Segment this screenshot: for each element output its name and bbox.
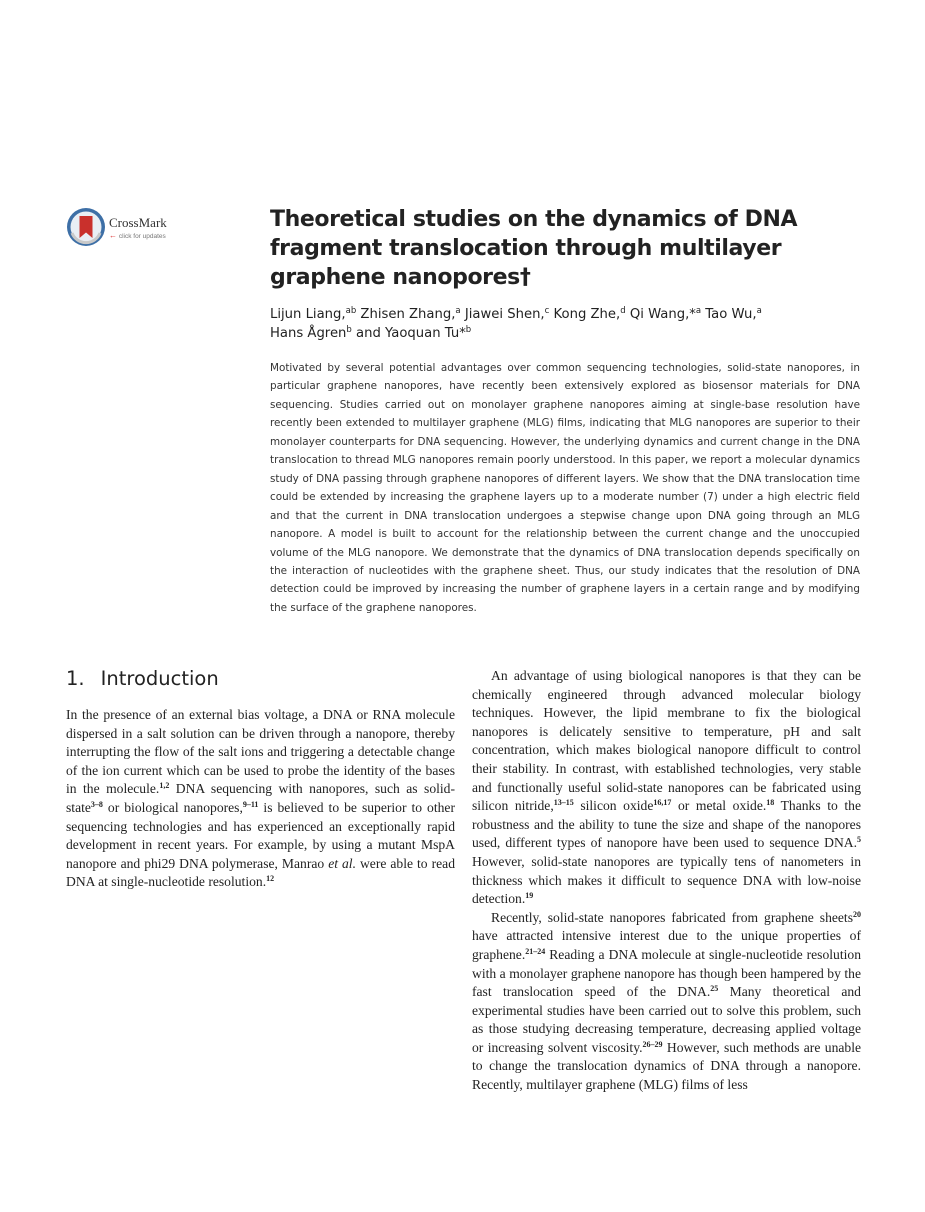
crossmark-subtitle — [109, 231, 166, 240]
author-name: Tao Wu, — [705, 307, 757, 322]
author-list — [270, 305, 870, 343]
affiliation-mark: c — [544, 306, 550, 316]
affiliation-mark: b — [465, 325, 472, 335]
paragraph — [66, 706, 455, 892]
citation[interactable]: 16,17 — [653, 798, 672, 808]
author-name: Lijun Liang, — [270, 307, 346, 322]
citation[interactable]: 21–24 — [525, 946, 546, 956]
affiliation-mark: b — [346, 325, 352, 335]
author-name: Hans Ågren — [270, 326, 347, 341]
crossmark-icon — [66, 207, 106, 247]
text-run: Reading a DNA molecule at single-nucleotide resolution with a monolayer graphene nanopore has though been hampered by the fast translocation speed of the DNA. — [472, 946, 861, 1000]
crossmark-badge[interactable] — [66, 207, 196, 249]
crossmark-subtitle-text: click for updates — [118, 233, 166, 240]
paragraph — [472, 909, 861, 1095]
citation[interactable]: 1,2 — [159, 781, 170, 791]
citation[interactable]: 9–11 — [242, 799, 259, 809]
citation[interactable]: 13–15 — [553, 798, 574, 808]
author-name: Kong Zhe, — [553, 307, 621, 322]
section-heading — [66, 667, 219, 690]
author-name: Qi Wang,* — [629, 307, 696, 322]
text-run: An advantage of using biological nanopores is that they can be chemically engineered through advanced molecular biology techniques. However, the lipid membrane to fix the biological nanopores is delicately sensitive to temperature, pH and salt concentration, which makes biological nanopore difficult to control their stability. In contrast, with established technologies, very stable and functionally useful solid-state nanopores can be fabricated using silicon nitride, — [472, 668, 861, 814]
citation[interactable]: 18 — [766, 798, 775, 808]
text-run: However, solid-state nanopores are typically tens of nanometers in thickness which makes it difficult to sequence DNA with low-noise detection. — [472, 853, 861, 907]
affiliation-mark: a — [455, 306, 461, 316]
text-run: Many theoretical and experimental studies have been carried out to solve this problem, such as those studying decreasing temperature, decreasing applied voltage or increasing solvent viscosity. — [472, 984, 861, 1055]
text-run: In the presence of an external bias voltage, a DNA or RNA molecule dispersed in a salt solution can be driven through a nanopore, thereby interrupting the flow of the salt ions and triggering a detectable change of the ion current which can be used to probe the identity of the bases in the molecule. — [66, 707, 455, 797]
text-run: have attracted intensive interest due to the unique properties of graphene. — [472, 928, 861, 962]
author-name: and Yaoquan Tu* — [356, 326, 466, 341]
citation[interactable]: 19 — [525, 891, 534, 901]
crossmark-title: CrossMark — [109, 215, 167, 230]
text-run: or biological nanopores, — [102, 799, 243, 815]
text-run: Recently, solid-state nanopores fabricated from graphene sheets — [491, 909, 853, 925]
body-column-left — [66, 706, 455, 892]
section-title: Introduction — [100, 667, 219, 690]
citation[interactable]: 26–29 — [642, 1039, 663, 1049]
affiliation-mark: ab — [345, 306, 357, 316]
author-name: Zhisen Zhang, — [360, 307, 456, 322]
citation[interactable]: 5 — [857, 835, 861, 845]
paragraph — [472, 667, 861, 909]
text-run: However, such methods are unable to change the translocation dynamics of DNA through a nanopore. Recently, multilayer graphene (MLG) films of less — [472, 1039, 862, 1093]
citation[interactable]: 25 — [710, 984, 719, 994]
arrow-left-icon: ← — [109, 231, 117, 240]
section-number: 1. — [66, 667, 85, 690]
affiliation-mark: a — [756, 306, 762, 316]
abstract: Motivated by several potential advantages over common sequencing technologies, solid-state nanopores, in particular graphene nanopores, have recently been extensively explored as biosensor materials for DNA sequencing. Studies carried out on monolayer graphene nanopores aiming at single-base resolution have recently been extended to multilayer graphene (MLG) films, indicating that MLG nanopores are superior to their monolayer counterparts for DNA sequencing. However, the underlying dynamics and current change in the DNA translocation to thread MLG nanopores remain poorly understood. In this paper, we report a molecular dynamics study of DNA passing through graphene nanopores of different layers. We show that the DNA translocation time could be extended by increasing the graphene layers up to a moderate number (7) under a high electric field and that the current in DNA translocation undergoes a stepwise change upon DNA going through an MLG nanopore. A model is built to account for the relationship between the current change and the unoccupied volume of the MLG nanopore. We demonstrate that the dynamics of DNA translocation depends specifically on the interaction of nucleotides with the graphene sheet. Thus, our study indicates that the resolution of DNA detection could be improved by increasing the number of graphene layers in a certain range and by modifying the surface of the graphene nanopores. — [270, 362, 860, 614]
affiliation-mark: a — [695, 306, 702, 316]
text-run: silicon oxide — [573, 798, 654, 814]
text-run-italic: et al. — [328, 855, 356, 871]
text-run: is believed to be superior to other sequencing technologies and has experienced an exceptionally rapid development in recent years. For example, by using a mutant MspA nanopore and phi29 DNA polymerase, Manrao — [66, 799, 455, 871]
affiliation-mark: d — [620, 306, 626, 316]
citation[interactable]: 3–8 — [90, 799, 103, 809]
text-run: were able to read DNA at single-nucleotide resolution. — [66, 855, 455, 890]
citation[interactable]: 20 — [853, 909, 861, 919]
text-run: DNA sequencing with nanopores, such as solid-state — [66, 781, 455, 815]
article-title: Theoretical studies on the dynamics of DNA fragment translocation through multilayer graphene nanopores† — [270, 207, 798, 290]
citation[interactable]: 12 — [266, 874, 275, 884]
text-run: Thanks to the robustness and the ability to tune the size and shape of the nanopores used, different types of nanopore have been used to sequence DNA. — [472, 798, 862, 851]
text-run: or metal oxide. — [671, 798, 767, 814]
body-column-right — [472, 667, 861, 1095]
author-name: Jiawei Shen, — [464, 307, 545, 322]
